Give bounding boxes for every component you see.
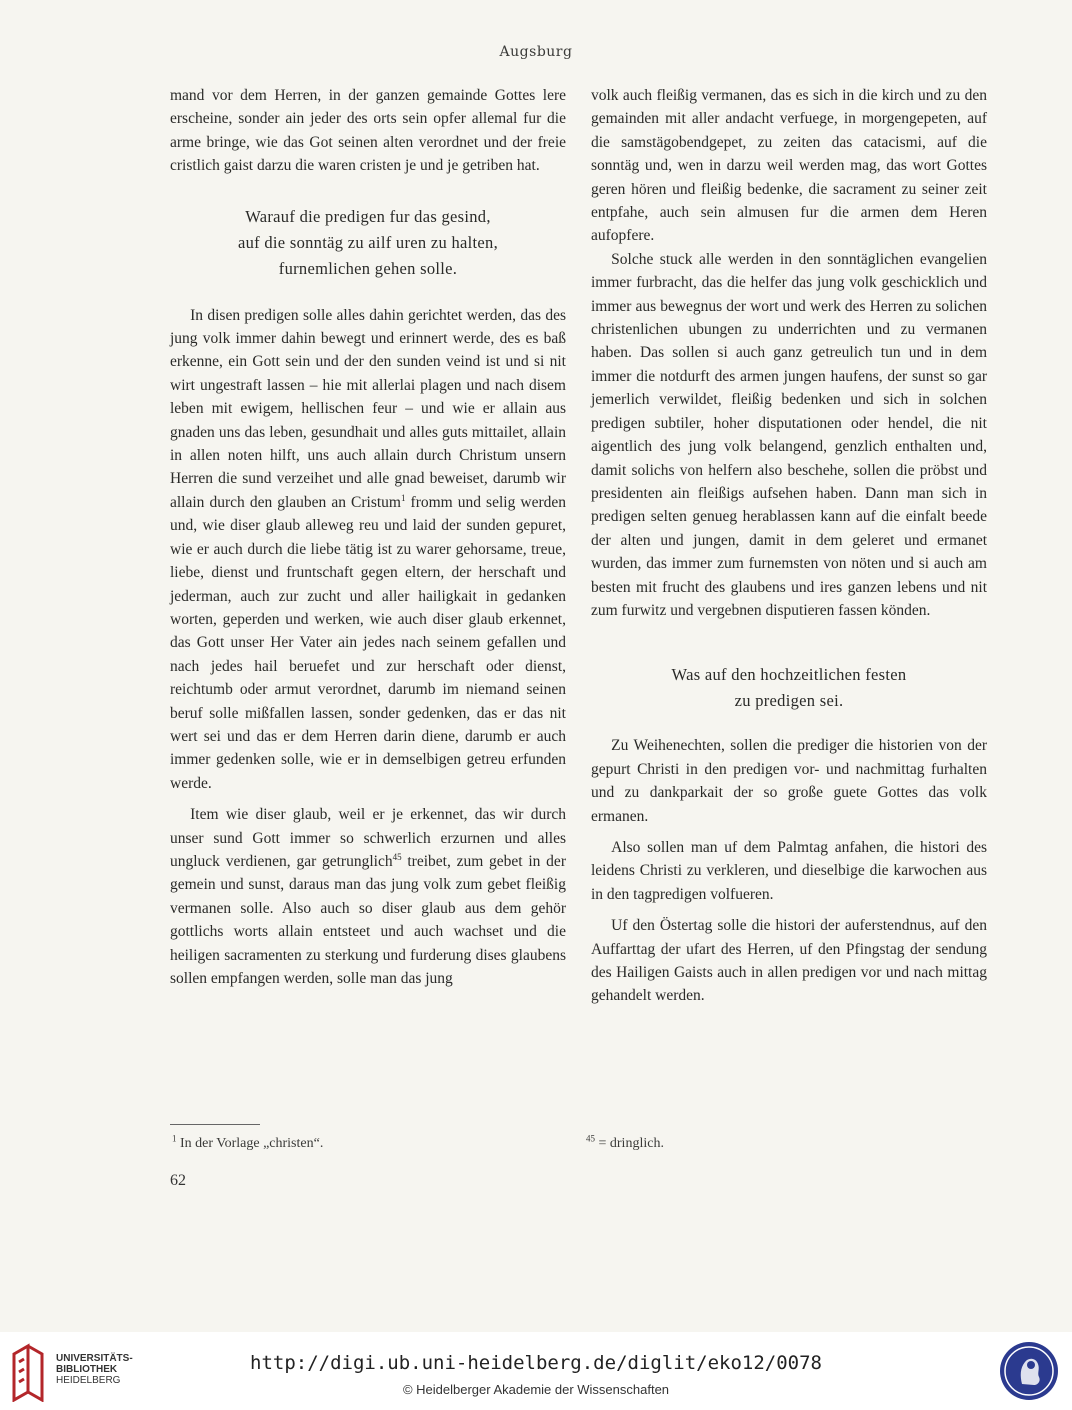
left-paragraph-2-text-a: In disen predigen solle alles dahin gerichtet werden, das des jung volk immer dahin bewegt und erinnert werde, des es baß erkenne, ein Gott sein und der den sunden veind ist und si nit wirt ungestraft lassen – hie mit allerlai plagen und nach disem leben mit ewigem, hellischen feur – und wie er allain aus gnaden uns das leben, gesundhait und alles guts mittailet, allain in allen noten hilft, uns auch allain durch Christum unsern Herren die sund verzeihet und alle gnad beweiset, darumb wir allain durch den glauben an Cristum (170, 306, 566, 511)
footnote-right-text: = dringlich. (595, 1136, 664, 1151)
right-paragraph-1: volk auch fleißig vermanen, das es sich in die kirch und zu den gemainden mit aller andacht verfuege, in morgengepeten, auf die samstägobendgepet, zu zeiten das catacismi, auf die sonntäg und, wen in darzu weil werden mag, das wort Gottes geren hören und fleißig bedenke, die sacrament zu seiner zeit entpfahe, auch sein almusen fur die armen dem Heren aufopfere. (591, 87, 987, 245)
logo-line-2: BIBLIOTHEK (56, 1364, 118, 1375)
copyright-notice: © Heidelberger Akademie der Wissenschaften (402, 1382, 670, 1397)
left-paragraph-1: mand vor dem Herren, in der ganzen gemainde Gottes lere erscheine, sonder ain jeder des orts sein opfer allemal fur die arme bringe, wie das Got seinen alten verordnet und der freie cristlich gaist darzu die waren cristen je und je getriben hat. (170, 87, 566, 175)
right-heading-line-1: Was auf den hochzeitlichen festen (671, 665, 907, 685)
right-paragraph-2: Solche stuck alle werden in den sonntäglichen evangelien immer furbracht, das die helfer das jung volk geschicklich und immer aus bewegnus der wort und werk des Herren zu solichen christenlichen ubungen zu underrichten und zu vermanen haben. Das sollen si auch ganz getreulich tun und in dem immer die notdurft des armen jungen haufens, der sunst so gar jemerlich verwildet, fleißig bedenken und sich in solchen predigen subtiler, hoher disputationen oder hendel, die nit aigentlich des jung volk belangend, genzlich enthalten und, damit solichs von helfern also beschehe, sollen die pröbst und presidenten ain fleißigs aufsehen haben. Dann man sich in predigen selten genueg herablassen kann auf die einfalt beede der alten und jungen, damit in dem geleret und ermanet wurden, das immer zum furnemsten von nöten und si auch am besten mit frucht des glaubens und ires ganzen lebens und nit zum furwitz und vergebnen disputieren fassen könden. (591, 250, 987, 619)
academy-seal-icon[interactable] (998, 1340, 1060, 1402)
left-paragraph-3-text-a: Item wie diser glaub, weil er je erkennet, das wir durch unser sund Gott immer so schwerlich erzurnen und alles ungluck verdienen, gar getrunglich (170, 806, 566, 870)
right-heading-line-2: zu predigen sei. (734, 691, 844, 711)
left-paragraph-2 (170, 304, 566, 796)
footnote-right-mark: 45 (586, 1133, 595, 1144)
footnote-left-text: In der Vorlage „christen“. (176, 1136, 324, 1151)
right-paragraph-4: Also sollen man uf dem Palmtag anfahen, die histori des leidens Christi zu verkleren, und dieselbige die karwochen aus in den tagpredigen volfueren. (591, 838, 987, 903)
footnote-rule (170, 1124, 260, 1125)
left-paragraph-3 (170, 803, 566, 990)
footnote-left (172, 1133, 324, 1152)
right-column (591, 84, 987, 1008)
footnote-ref-1: 1 (400, 492, 406, 503)
left-column (170, 84, 566, 990)
footnote-left-mark: 1 (172, 1133, 177, 1144)
footnote-ref-45: 45 (392, 851, 402, 862)
footer-bar (0, 1332, 1072, 1410)
footnote-right (586, 1133, 664, 1152)
right-paragraph-3: Zu Weihenechten, sollen die prediger die historien von der gepurt Christi in den predigen vor- und nachmittag furhalten und zu dankparkait der so große guete Gottes das volk ermanen. (591, 737, 987, 825)
logo-line-1: UNIVERSITÄTS- (56, 1353, 133, 1364)
left-heading-line-3: furnemlichen gehen solle. (278, 258, 458, 278)
right-paragraph-5: Uf den Östertag solle die histori der auferstendnus, auf den Auffarttag der ufart des Herren, uf den Pfingstag der sendung des Hailigen Gaists auch in allen predigen vor und nach mittag gehandelt werden. (591, 917, 987, 1005)
left-heading-line-2: auf die sonntäg zu ailf uren zu halten, (237, 232, 499, 252)
left-paragraph-3-text-b: treibet, zum gebet in der gemein und sunst, daraus man das jung volk zum gebet fleißig vermanen solle. Also auch so diser glaub aus dem gehör gottlichs worts allain entsteet und auch wachset und die heiligen sacramenten zu sterkung und furderung dises glaubens sollen empfangen werden, solle man das jung (170, 852, 566, 987)
left-heading-line-1: Warauf die predigen fur das gesind, (245, 206, 491, 226)
running-head: Augsburg (499, 44, 573, 60)
logo-line-3: HEIDELBERG (56, 1375, 121, 1386)
permalink-url[interactable]: http://digi.ub.uni-heidelberg.de/diglit/eko12/0078 (250, 1352, 822, 1374)
left-section-heading (170, 204, 566, 282)
left-paragraph-2-text-b: fromm und selig werden und, wie diser glaub alleweg reu und laid der sunden gepuret, wie er auch durch die liebe tätig ist zu warer gehorsame, treue, liebe, dienst und fruntschaft gegen eltern, der herschaft und jederman, auch zur zucht und aller hailigkait in gedanken worten, geperden und werken, wie auch diser glaub erkennet, das Gott unser Her Vater ain jedes nach seinem gefallen und nach jedes hail beruefet und zur herschaft oder dienst, reichtumb oder armut verordnet, darumb im niemand seinen beruf solle mißfallen lassen, sonder gedenken, das er das nit wert sei und das er dem Herren darin diene, darumb er auch immer gedenken solle, wie er in demselbigen getreu erfunden werde. (170, 493, 566, 792)
right-section-heading (591, 662, 987, 714)
page-number: 62 (170, 1172, 186, 1189)
